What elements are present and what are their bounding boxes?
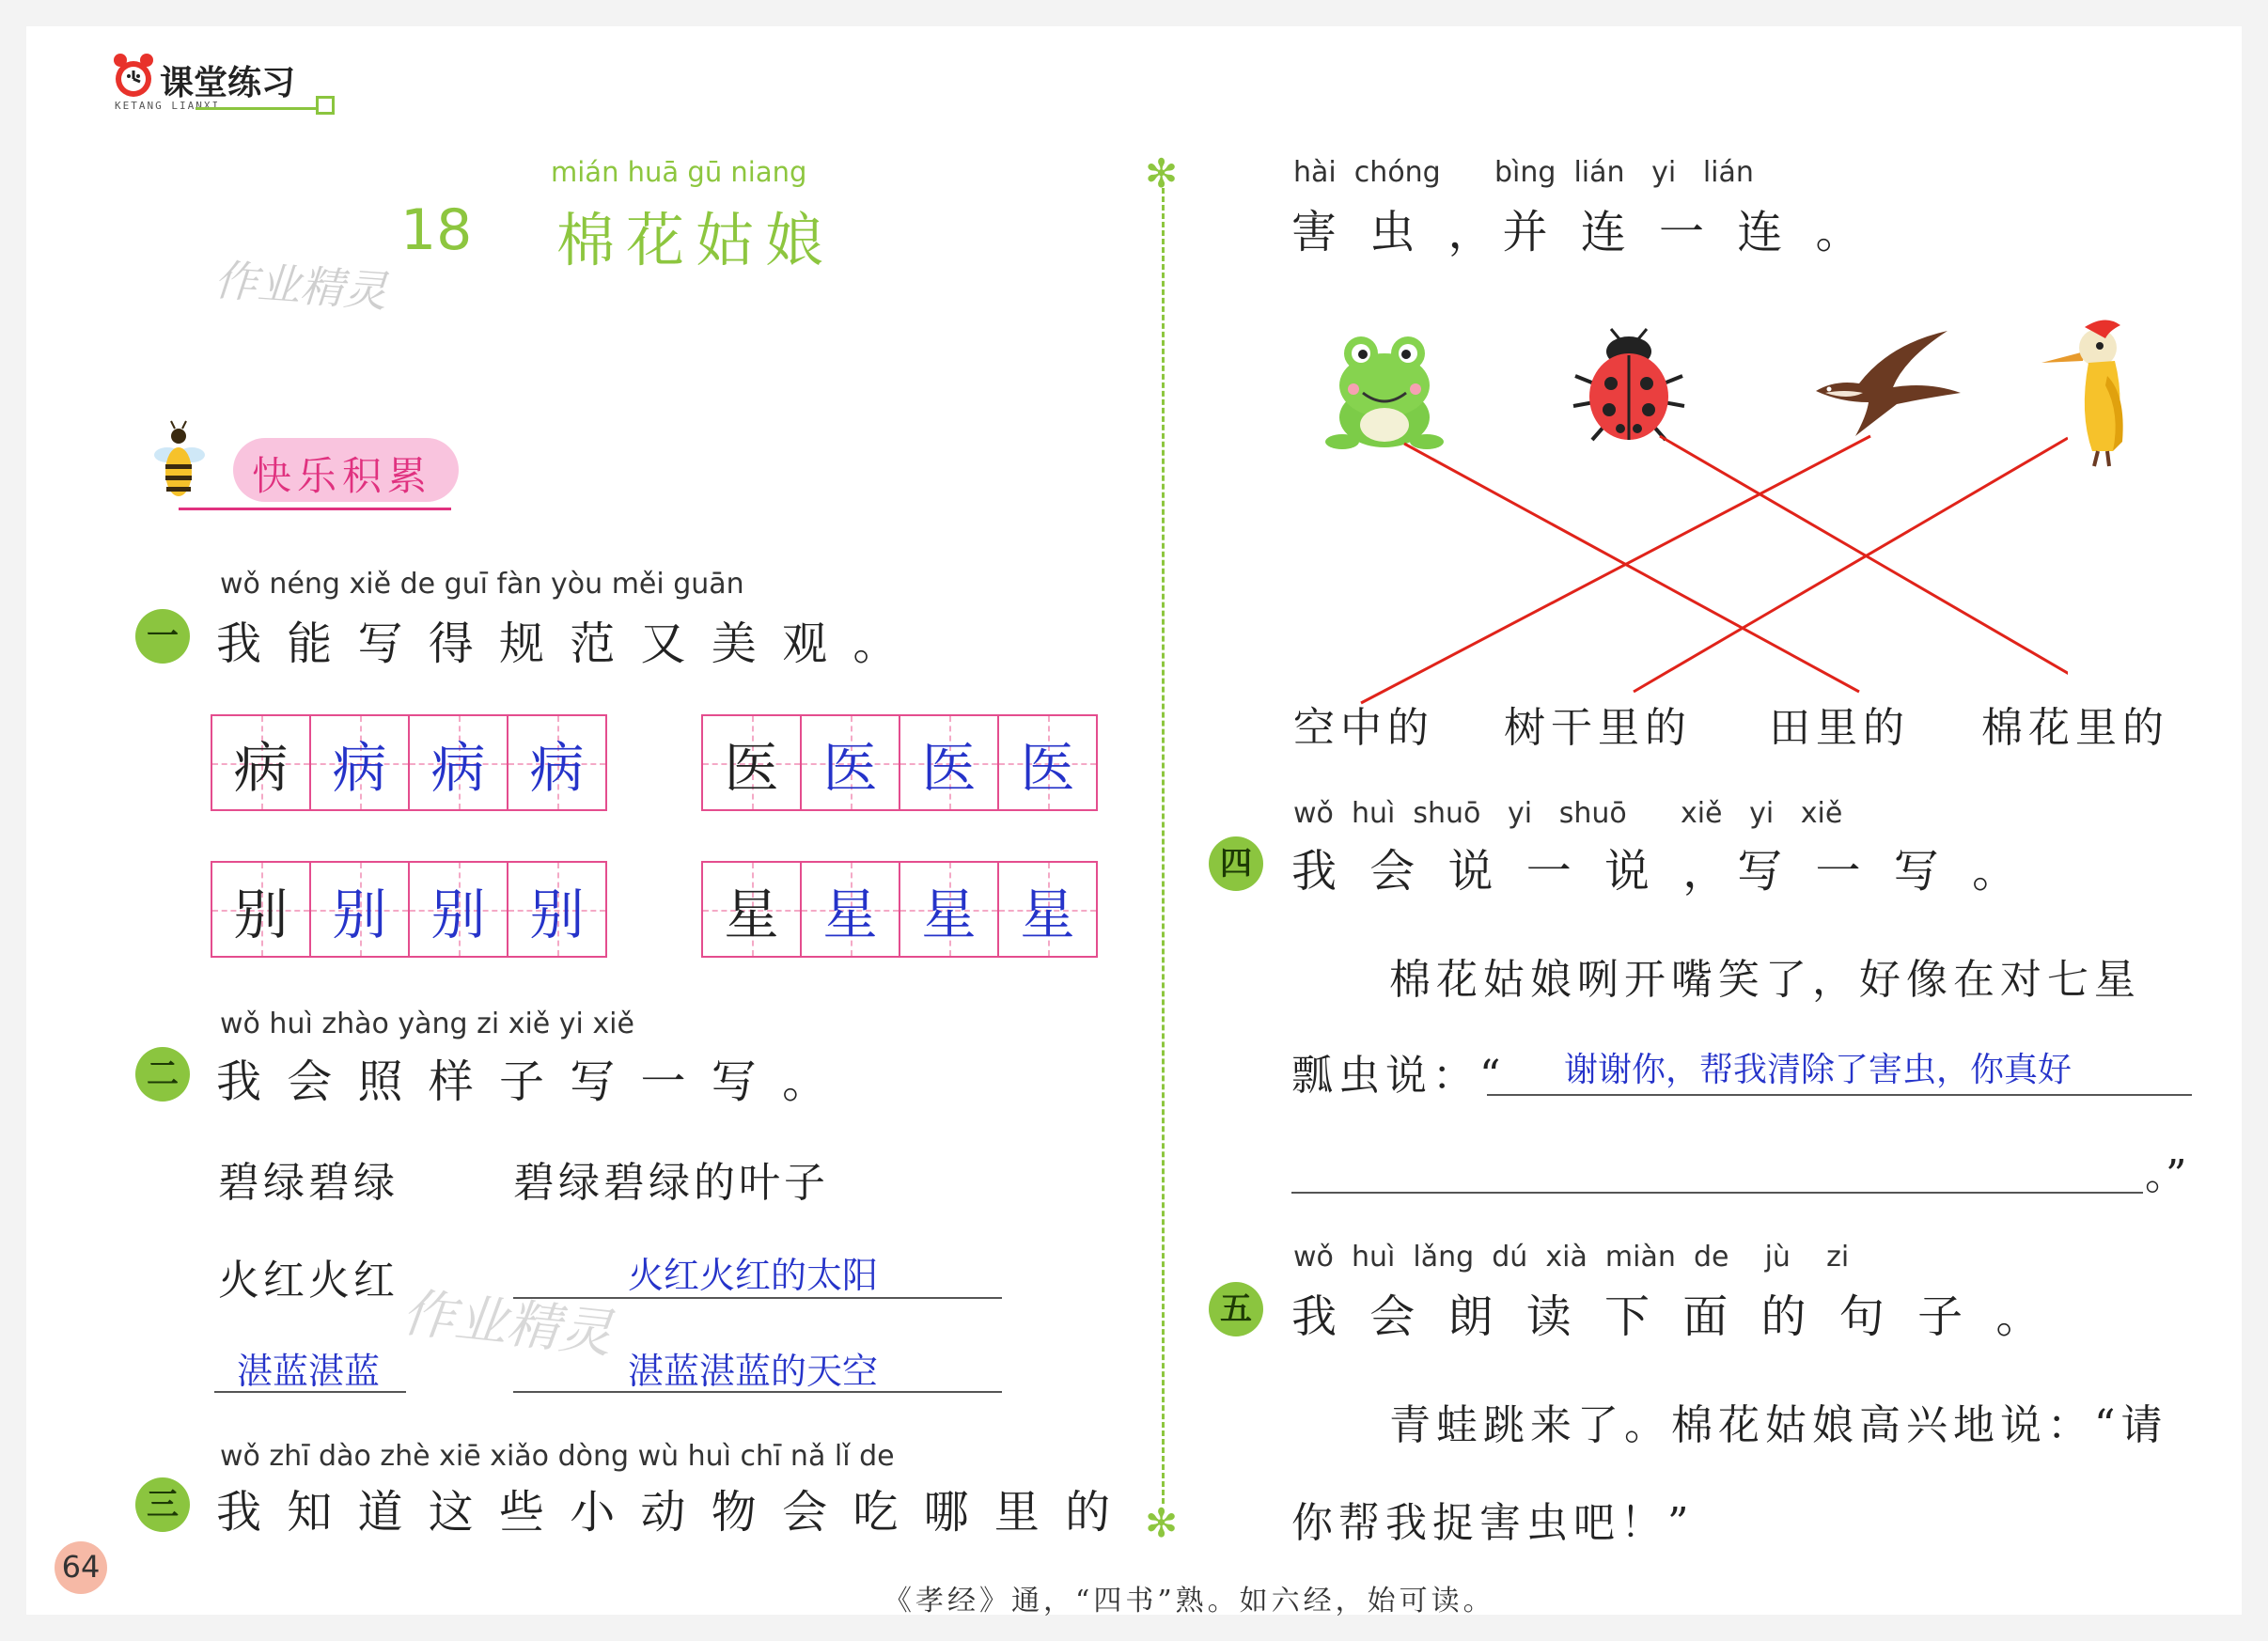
q4-answer-line-1 xyxy=(1487,1094,2192,1096)
brand-box xyxy=(316,96,335,115)
grid-cell-copy[interactable]: 医 xyxy=(802,716,900,809)
grid-cell-model: 病 xyxy=(212,716,311,809)
brand-title: 课堂练习 xyxy=(160,64,296,102)
q4-closing: 。” xyxy=(2145,1151,2187,1199)
q4-text: 我 会 说 一 说 ，写 一 写 。 xyxy=(1291,845,2027,898)
grid-cell-model: 医 xyxy=(703,716,802,809)
grid-cell-copy[interactable]: 别 xyxy=(311,863,410,956)
ladybug-icon xyxy=(1568,327,1690,449)
q1-pinyin: wǒ néng xiě de guī fàn yòu měi guān xyxy=(220,568,744,601)
q2-example-word: 碧绿碧绿 xyxy=(218,1159,399,1207)
answer-lines xyxy=(1316,432,2068,714)
grid-cell-copy[interactable]: 别 xyxy=(410,863,508,956)
q4-passage-line1: 棉花姑娘咧开嘴笑了，好像在对七星 xyxy=(1389,956,2141,1004)
q2-row3-answer[interactable]: 湛蓝湛蓝的天空 xyxy=(628,1351,879,1392)
brand-underline xyxy=(196,100,316,110)
q5-pinyin: wǒ huì lǎng dú xià miàn de jù zi xyxy=(1293,1241,1850,1274)
q3-pinyin-cont: hài chóng bìng lián yi lián xyxy=(1293,156,1754,189)
q2-row3-word-answer[interactable]: 湛蓝湛蓝 xyxy=(237,1351,381,1392)
q3-badge: 三 xyxy=(135,1477,190,1532)
watermark: 作业精灵 xyxy=(212,254,389,318)
q5-line1: 青蛙跳来了。棉花姑娘高兴地说：“请 xyxy=(1389,1401,2168,1449)
line-frog-to-field xyxy=(1404,444,1859,692)
writing-grid-xing[interactable] xyxy=(701,861,1098,958)
q2-row3-word-line xyxy=(214,1391,406,1393)
q2-row2-line xyxy=(513,1297,1002,1299)
q2-pinyin: wǒ huì zhào yàng zi xiě yi xiě xyxy=(220,1008,634,1040)
brand-logo xyxy=(111,51,327,117)
watermark-2: 作业精灵 xyxy=(399,1282,616,1366)
q2-example-phrase: 碧绿碧绿的叶子 xyxy=(513,1159,829,1207)
grid-cell-copy[interactable]: 星 xyxy=(999,863,1096,956)
q3-pinyin: wǒ zhī dào zhè xiē xiǎo dòng wù huì chī nǎ lǐ de xyxy=(220,1440,895,1473)
divider-flower-top-icon: ✻ xyxy=(1145,150,1179,196)
q2-row2-answer[interactable]: 火红火红的太阳 xyxy=(628,1255,879,1296)
place-sky: 空中的 xyxy=(1293,704,1434,752)
q2-badge: 二 xyxy=(135,1047,190,1102)
q5-line2: 你帮我捉害虫吧！” xyxy=(1291,1499,1695,1547)
q2-text: 我 会 照 样 子 写 一 写 。 xyxy=(216,1055,834,1108)
grid-cell-copy[interactable]: 星 xyxy=(900,863,999,956)
writing-grid-yi[interactable] xyxy=(701,714,1098,811)
writing-grid-bie[interactable] xyxy=(211,861,607,958)
q5-badge: 五 xyxy=(1209,1282,1263,1336)
lesson-title-pinyin: mián huā gū niang xyxy=(551,156,807,188)
q4-answer[interactable]: 谢谢你，帮我清除了害虫，你真好 xyxy=(1564,1051,2072,1089)
place-trunk: 树干里的 xyxy=(1504,704,1692,752)
lesson-number: 18 xyxy=(400,197,473,263)
swallow-icon xyxy=(1807,325,1966,447)
divider-flower-bottom-icon: ✻ xyxy=(1145,1500,1179,1546)
writing-grid-bing[interactable] xyxy=(211,714,607,811)
grid-cell-model: 别 xyxy=(212,863,311,956)
q4-badge: 四 xyxy=(1209,836,1263,891)
grid-cell-copy[interactable]: 别 xyxy=(508,863,605,956)
q4-answer-line-2 xyxy=(1291,1192,2143,1194)
q4-passage-line2-prefix: 瓢虫说：“ xyxy=(1291,1052,1507,1100)
section-tag-underline xyxy=(179,508,451,510)
line-woodpecker-to-trunk xyxy=(1634,438,2068,692)
lesson-title: 棉花姑娘 xyxy=(556,206,836,274)
page-number: 64 xyxy=(61,1549,101,1585)
section-tag-label: 快乐积累 xyxy=(252,453,433,499)
q3-text-cont: 害 虫 ，并 连 一 连 。 xyxy=(1291,206,1870,258)
q5-text: 我 会 朗 读 下 面 的 句 子 。 xyxy=(1291,1290,2051,1343)
alarm-clock-icon xyxy=(111,51,156,102)
grid-cell-model: 星 xyxy=(703,863,802,956)
footer-quote: 《孝经》通，“四书”熟。如六经，始可读。 xyxy=(884,1585,1495,1618)
q1-text: 我 能 写 得 规 范 又 美 观 。 xyxy=(216,617,904,670)
q2-row2-word: 火红火红 xyxy=(218,1257,399,1305)
q2-row3-line xyxy=(513,1391,1002,1393)
grid-cell-copy[interactable]: 病 xyxy=(410,716,508,809)
place-cotton: 棉花里的 xyxy=(1981,704,2169,752)
grid-cell-copy[interactable]: 星 xyxy=(802,863,900,956)
line-swallow-to-sky xyxy=(1361,436,1870,703)
place-field: 田里的 xyxy=(1769,704,1910,752)
grid-cell-copy[interactable]: 病 xyxy=(508,716,605,809)
q3-text: 我 知 道 这 些 小 动 物 会 吃 哪 里 的 xyxy=(216,1486,1117,1539)
grid-cell-copy[interactable]: 医 xyxy=(999,716,1096,809)
q1-badge: 一 xyxy=(135,609,190,664)
brand-pinyin: KETANG LIANXI xyxy=(115,100,221,112)
grid-cell-copy[interactable]: 医 xyxy=(900,716,999,809)
grid-cell-copy[interactable]: 病 xyxy=(311,716,410,809)
bee-icon xyxy=(150,419,207,513)
q4-pinyin: wǒ huì shuō yi shuō xiě yi xiě xyxy=(1293,797,1843,830)
center-divider xyxy=(1162,188,1165,1504)
